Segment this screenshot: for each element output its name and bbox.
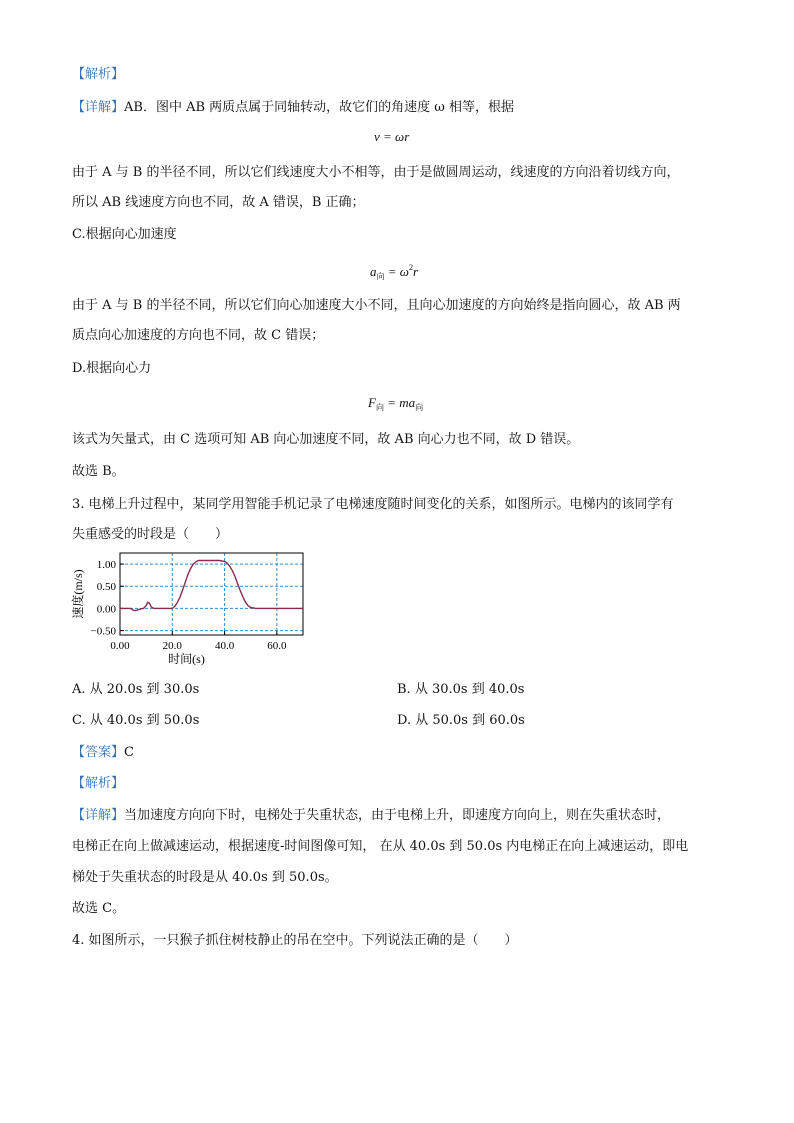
text-line: D.根据向心力 — [72, 361, 152, 376]
analysis-heading: 【解析】 — [72, 776, 125, 791]
answer-tag: 【答案】 — [72, 745, 125, 760]
velocity-time-chart — [70, 549, 320, 673]
formula-centripetal-acceleration: $a_向 = \omega^2r$ — [370, 263, 419, 281]
x-tick-label: 60.0 — [267, 640, 287, 652]
text-line: 故选 B。 — [72, 464, 125, 479]
text-line: 该式为矢量式，由 C 选项可知 AB 向心加速度不同，故 AB 向心力也不同，故 D 错误。 — [72, 432, 580, 447]
y-tick-label: 1.00 — [96, 559, 116, 572]
y-tick-label: −0.50 — [90, 625, 116, 638]
option-a[interactable]: A. 从 20.0s 到 30.0s — [72, 682, 200, 697]
y-axis-label: 速度(m/s) — [71, 569, 85, 619]
x-tick-label: 40.0 — [214, 640, 235, 652]
text-line: C.根据向心加速度 — [72, 227, 177, 242]
option-d[interactable]: D. 从 50.0s 到 60.0s — [397, 713, 525, 728]
detail-text: 当加速度方向向下时，电梯处于失重状态，由于电梯上升，即速度方向向上，则在失重状态时， — [124, 808, 671, 823]
x-axis-label: 时间(s) — [168, 652, 205, 666]
question-3-stem: 3. 电梯上升过程中，某同学用智能手机记录了电梯速度随时间变化的关系，如图所示。电梯内的该同学有 — [72, 497, 674, 512]
text-line: 由于 A 与 B 的半径不同，所以它们向心加速度大小不同，且向心加速度的方向始终是指向圆心，故 AB 两 — [72, 298, 681, 313]
formula-centripetal-force: $F_向 = ma_向$ — [368, 395, 424, 412]
y-tick-label: 0.50 — [96, 581, 116, 594]
option-c[interactable]: C. 从 40.0s 到 50.0s — [72, 713, 200, 728]
question-4-stem: 4. 如图所示，一只猴子抓住树枝静止的吊在空中。下列说法正确的是（ ） — [72, 933, 518, 948]
text-line: 由于 A 与 B 的半径不同，所以它们线速度大小不相等，由于是做圆周运动，线速度的方向沿着切线方向， — [72, 165, 680, 180]
detail-tag: 【详解】 — [72, 808, 125, 823]
option-b[interactable]: B. 从 30.0s 到 40.0s — [397, 682, 525, 697]
plot-frame — [120, 553, 303, 635]
formula-linear-velocity: v = ωr — [374, 129, 410, 144]
series-line — [120, 561, 303, 611]
answer-value: C — [124, 745, 134, 760]
detail-paragraph-1 — [72, 99, 514, 117]
detail-paragraph — [72, 807, 670, 825]
text-line: 故选 C。 — [72, 901, 126, 916]
answer-line — [72, 744, 134, 762]
detail-tag: 【详解】 — [72, 100, 125, 115]
x-tick-label: 20.0 — [162, 640, 182, 652]
x-tick-label: 0.00 — [110, 640, 130, 652]
detail-text: AB．图中 AB 两质点属于同轴转动，故它们的角速度 ω 相等，根据 — [124, 100, 515, 115]
text-line: 质点向心加速度的方向也不同，故 C 错误； — [72, 328, 325, 343]
text-line: 所以 AB 线速度方向也不同，故 A 错误，B 正确； — [72, 195, 365, 210]
analysis-heading: 【解析】 — [72, 67, 125, 82]
text-line: 梯处于失重状态的时段是从 40.0s 到 50.0s。 — [72, 870, 338, 885]
question-3-stem: 失重感受的时段是（ ） — [72, 527, 229, 542]
text-line: 电梯正在向上做减速运动，根据速度-时间图像可知， 在从 40.0s 到 50.0s 内电梯正在向上减速运动，即电 — [72, 839, 689, 854]
y-tick-label: 0.00 — [96, 603, 116, 616]
